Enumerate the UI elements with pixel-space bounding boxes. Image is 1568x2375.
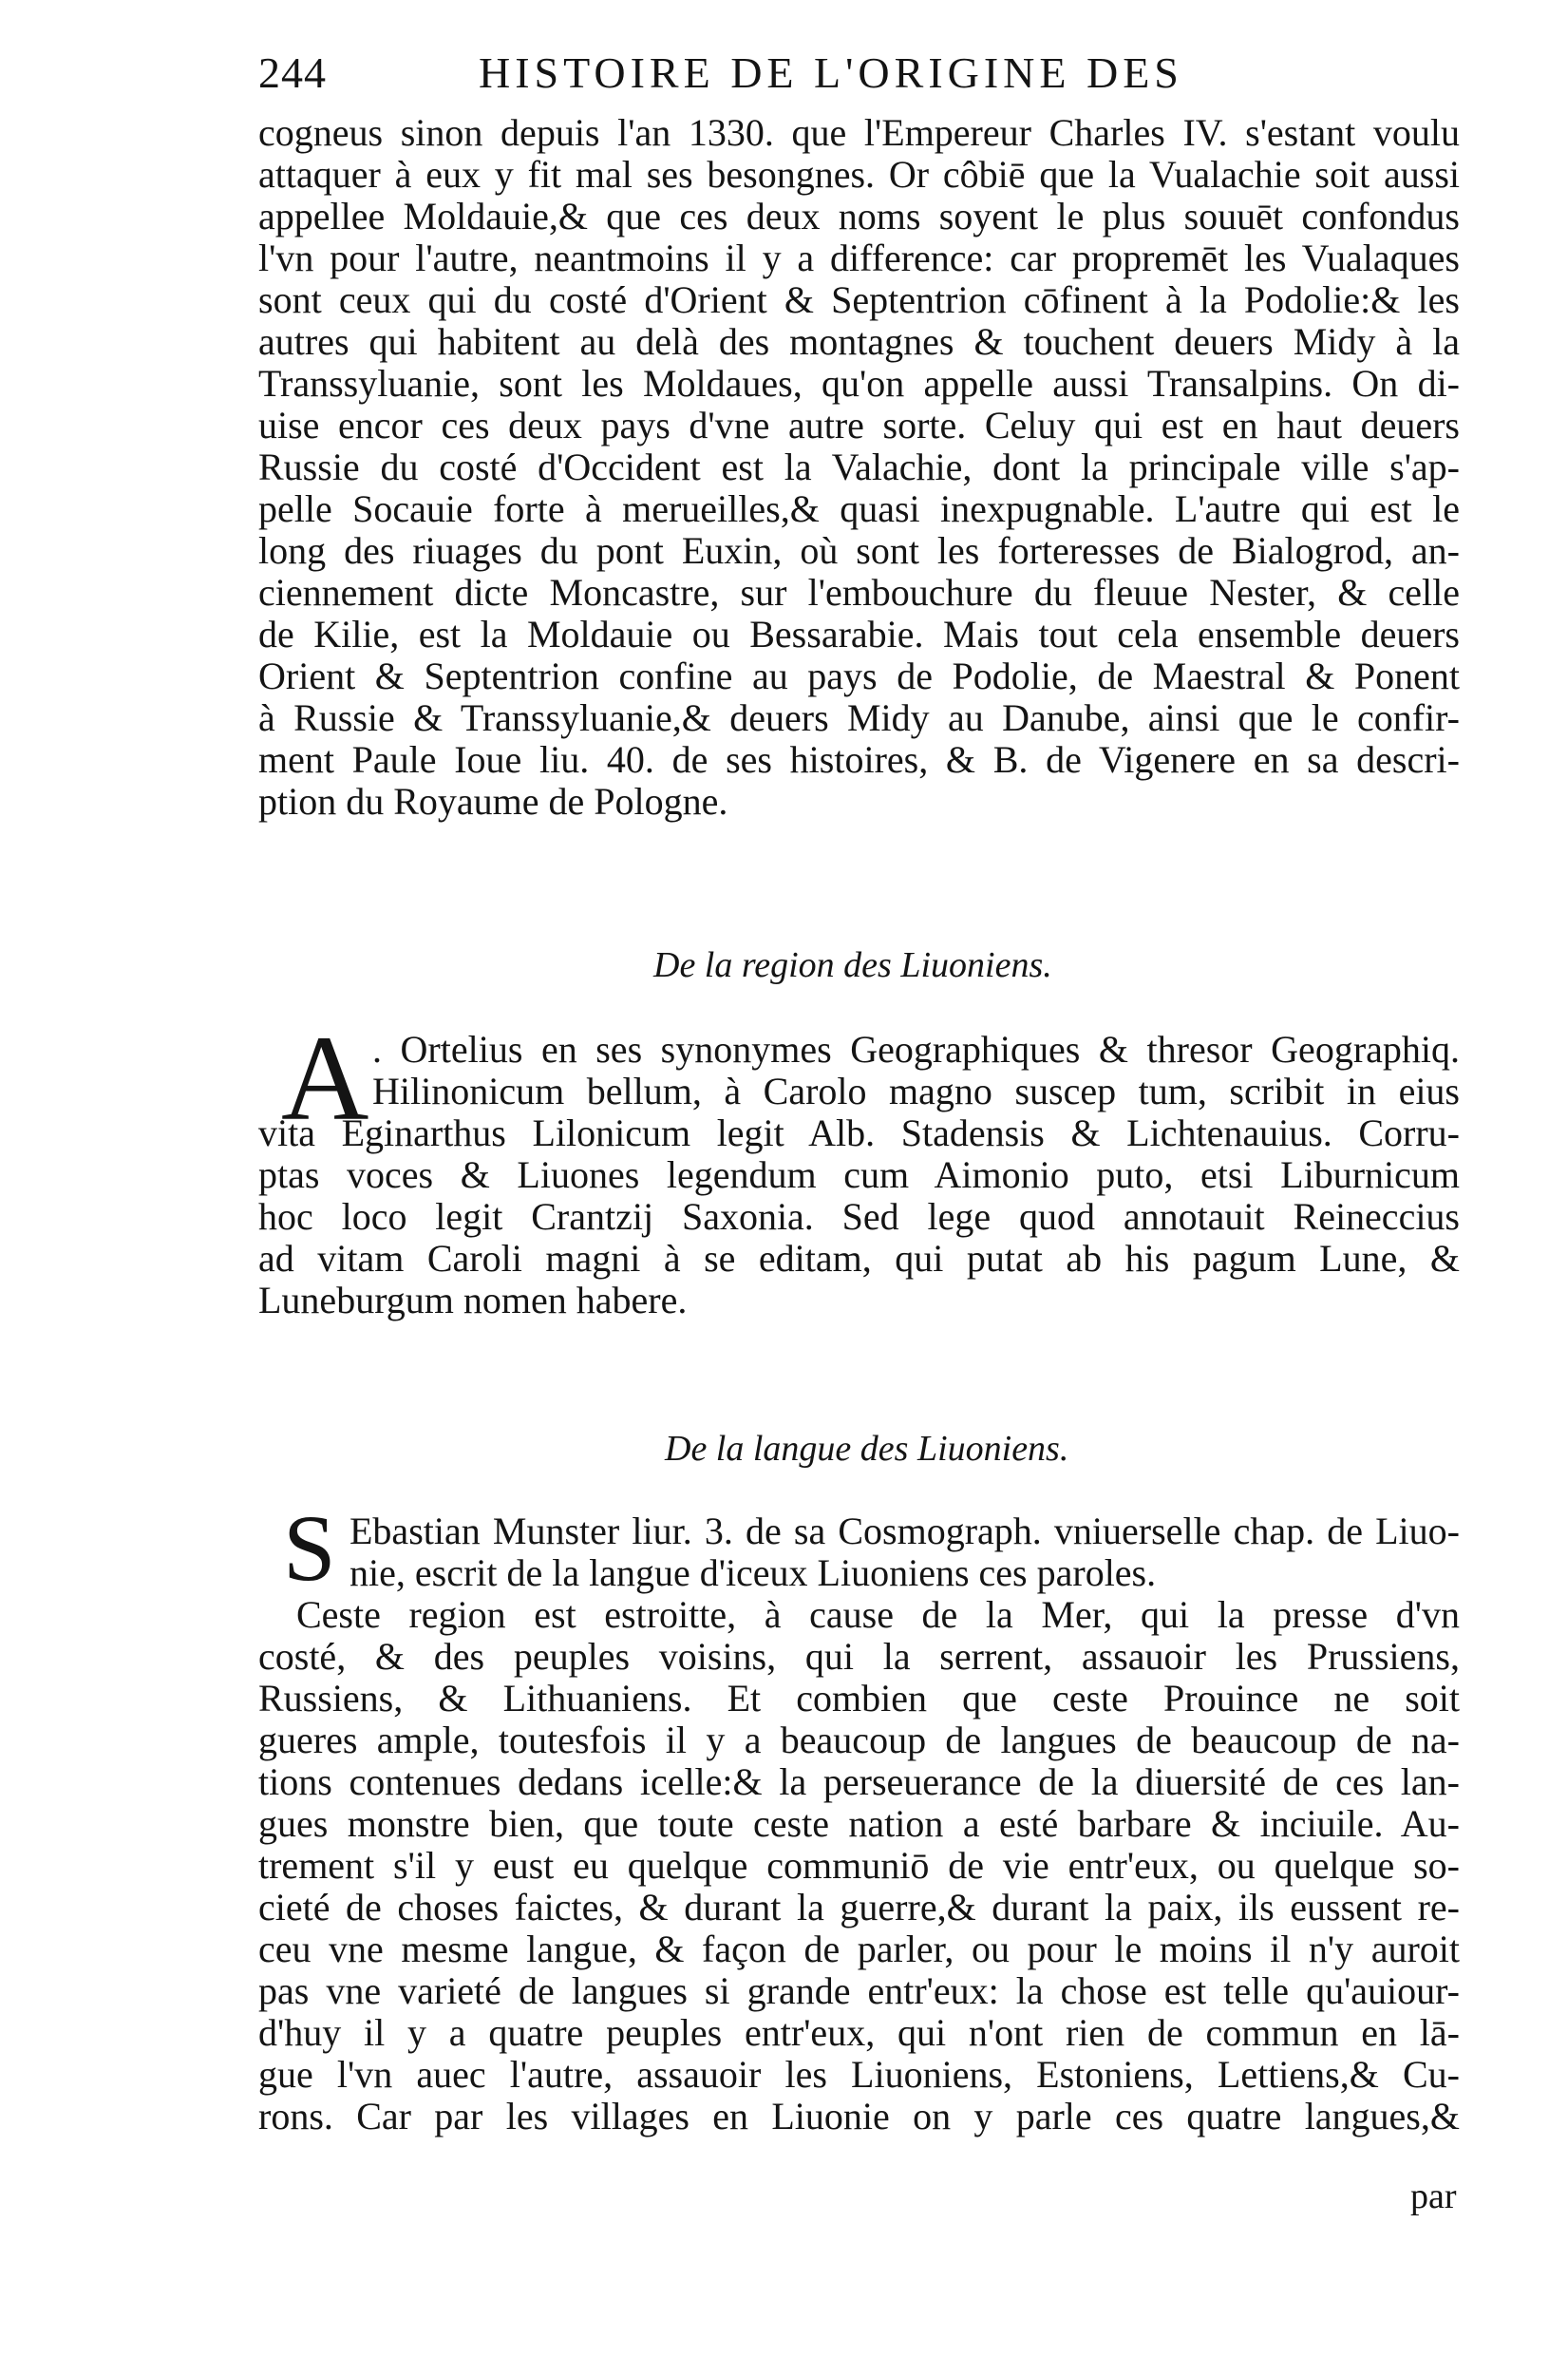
paragraph-language <box>258 1495 1460 2138</box>
text-line: Russiens, & Lithuaniens. Et combien que ceste Prouince ne soit <box>258 1678 1460 1720</box>
text-line: ption du Royaume de Pologne. <box>258 781 728 823</box>
text-line: appellee Moldauie,& que ces deux noms soyent le plus souuēt confondus <box>258 196 1460 238</box>
paragraph-region <box>258 1011 1460 1321</box>
dropcap-letter: S <box>283 1495 336 1601</box>
text-line: Orient & Septentrion confine au pays de Podolie, de Maestral & Ponent <box>258 656 1460 697</box>
page-number: 244 <box>258 48 327 97</box>
text-line: autres qui habitent au delà des montagnes & touchent deuers Midy à la <box>258 321 1460 363</box>
text-line: cogneus sinon depuis l'an 1330. que l'Empereur Charles IV. s'estant voulu <box>258 112 1460 154</box>
section-heading-language: De la langue des Liuoniens. <box>665 1429 1069 1469</box>
text-line: vita Eginarthus Lilonicum legit Alb. Stadensis & Lichtenauius. Corru- <box>258 1112 1460 1154</box>
text-line: l'vn pour l'autre, neantmoins il y a difference: car propremēt les Vualaques <box>258 238 1460 279</box>
text-line: ment Paule Ioue liu. 40. de ses histoires, & B. de Vigenere en sa descri- <box>258 739 1460 781</box>
running-title: HISTOIRE DE L'ORIGINE DES <box>479 48 1183 97</box>
text-line: Hilinonicum bellum, à Carolo magno suscep tum, scribit in eius <box>372 1071 1460 1112</box>
text-line: pas vne varieté de langues si grande entr'eux: la chose est telle qu'auiour- <box>258 1970 1460 2012</box>
text-line: Ebastian Munster liur. 3. de sa Cosmograph. vniuerselle chap. de Liuo- <box>349 1510 1460 1552</box>
text-line: Transsyluanie, sont les Moldaues, qu'on appelle aussi Transalpins. On di- <box>258 363 1460 405</box>
text-line: ceu vne mesme langue, & façon de parler, ou pour le moins il n'y auroit <box>258 1928 1460 1970</box>
text-line: Russie du costé d'Occident est la Valachie, dont la principale ville s'ap- <box>258 446 1460 488</box>
text-line: tions contenues dedans icelle:& la perseuerance de la diuersité de ces lan- <box>258 1761 1460 1803</box>
text-line: trement s'il y eust eu quelque communiō de vie entr'eux, ou quelque so- <box>258 1845 1460 1887</box>
text-line: gue l'vn auec l'autre, assauoir les Liuoniens, Estoniens, Lettiens,& Cu- <box>258 2054 1460 2096</box>
text-line: ptas voces & Liuones legendum cum Aimonio puto, etsi Liburnicum <box>258 1154 1460 1196</box>
text-line: hoc loco legit Crantzij Saxonia. Sed lege quod annotauit Reineccius <box>258 1196 1460 1238</box>
text-line: pelle Socauie forte à merueilles,& quasi inexpugnable. L'autre qui est le <box>258 488 1460 530</box>
text-line: d'huy il y a quatre peuples entr'eux, qui n'ont rien de commun en lā- <box>258 2012 1460 2054</box>
text-line: cieté de choses faictes, & durant la guerre,& durant la paix, ils eussent re- <box>258 1887 1460 1928</box>
text-line: uise encor ces deux pays d'vne autre sorte. Celuy qui est en haut deuers <box>258 405 1460 446</box>
catchword: par <box>1410 2176 1457 2216</box>
text-line: nie, escrit de la langue d'iceux Liuoniens ces paroles. <box>349 1552 1157 1594</box>
dropcap-container <box>258 1495 1460 1601</box>
running-header <box>258 48 1294 108</box>
text-line: gueres ample, toutesfois il y a beaucoup de langues de beaucoup de na- <box>258 1720 1460 1761</box>
text-line: ad vitam Caroli magni à se editam, qui putat ab his pagum Lune, & <box>258 1238 1460 1280</box>
text-line: . Ortelius en ses synonymes Geographiques & thresor Geographiq. <box>372 1029 1460 1071</box>
text-line: gues monstre bien, que toute ceste nation a esté barbare & inciuile. Au- <box>258 1803 1460 1845</box>
text-line: attaquer à eux y fit mal ses besongnes. Or côbiē que la Vualachie soit aussi <box>258 154 1460 196</box>
text-line: ciennement dicte Moncastre, sur l'embouchure du fleuue Nester, & celle <box>258 572 1460 614</box>
text-line: Ceste region est estroitte, à cause de la Mer, qui la presse d'vn <box>296 1594 1460 1636</box>
text-line: sont ceux qui du costé d'Orient & Septentrion cōfinent à la Podolie:& les <box>258 279 1460 321</box>
text-line: rons. Car par les villages en Liuonie on y parle ces quatre langues,& <box>258 2096 1460 2138</box>
paragraph-moldavia <box>258 112 1460 823</box>
text-line: long des riuages du pont Euxin, où sont les forteresses de Bialogrod, an- <box>258 530 1460 572</box>
section-heading-region: De la region des Liuoniens. <box>653 945 1052 985</box>
text-line: costé, & des peuples voisins, qui la serrent, assauoir les Prussiens, <box>258 1636 1460 1678</box>
text-line: de Kilie, est la Moldauie ou Bessarabie. Mais tout cela ensemble deuers <box>258 614 1460 656</box>
text-line: Luneburgum nomen habere. <box>258 1280 688 1321</box>
dropcap-letter: A <box>281 1011 369 1146</box>
text-line: à Russie & Transsyluanie,& deuers Midy au Danube, ainsi que le confir- <box>258 697 1460 739</box>
